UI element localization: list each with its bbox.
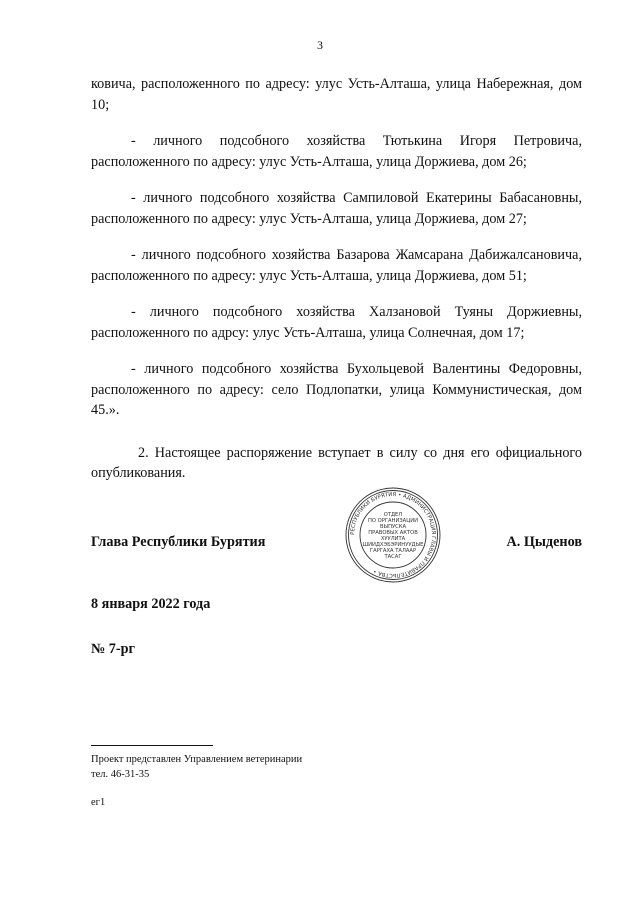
seal-line: ХУУЛИТА xyxy=(380,536,406,542)
seal-line: ПРАВОВЫХ АКТОВ xyxy=(368,530,418,536)
paragraph: - личного подсобного хозяйства Халзановой Туяны Доржиевны, расположенного по адрсу: улус Усть-Алташа, улица Солнечная, дом 17; xyxy=(91,304,582,341)
paragraph: - личного подсобного хозяйства Бухольцевой Валентины Федоровны, расположенного по адресу: село Подлопатки, улица Коммунистическая, дом 45.». xyxy=(91,361,582,418)
footnote-phone: тел. 46-31-35 xyxy=(91,769,150,780)
document-body xyxy=(91,74,582,500)
document-date: 8 января 2022 года xyxy=(91,596,211,612)
official-seal xyxy=(319,485,467,585)
seal-line: ШИИДХЭБЭРИНУУДЫЕ xyxy=(362,542,424,548)
seal-line: ПО ОРГАНИЗАЦИИ xyxy=(367,518,419,524)
seal-ring-text: РЕСПУБЛИКИ БУРЯТИЯ • АДМИНИСТРАЦИЯ ГЛАВЫ И ПРАВИТЕЛЬСТВА • xyxy=(349,491,437,579)
document-code: ег1 xyxy=(91,797,106,808)
seal-line: ТАСАГ xyxy=(384,554,402,560)
paragraph: - личного подсобного хозяйства Тютькина Игоря Петровича, расположенного по адресу: улус Усть-Алташа, улица Доржиева, дом 26; xyxy=(91,133,582,170)
seal-line: ОТДЕЛ xyxy=(383,512,403,518)
signatory-title: Глава Республики Бурятия xyxy=(91,534,266,550)
paragraph: - личного подсобного хозяйства Сампиловой Екатерины Бабасановны, расположенного по адресу: улус Усть-Алташа, улица Доржиева, дом 27; xyxy=(91,190,582,227)
footnote xyxy=(91,752,302,782)
signatory-name: А. Цыденов xyxy=(506,534,582,550)
seal-line: ВЫПУСКА xyxy=(379,524,407,530)
paragraph: - личного подсобного хозяйства Базарова Жамсарана Дабижалсановича, расположенного по адресу: улус Усть-Алташа, улица Доржиева, дом 51; xyxy=(91,247,582,284)
page-number: 3 xyxy=(317,38,323,52)
paragraph-effective-date: 2. Настоящее распоряжение вступает в силу со дня его официального опубликования. xyxy=(91,444,582,481)
document-number: № 7-рг xyxy=(91,641,135,657)
paragraph: ковича, расположенного по адресу: улус Усть-Алташа, улица Набережная, дом 10; xyxy=(91,76,582,113)
footnote-divider xyxy=(91,745,213,746)
seal-line: ГАРГАХА ТАЛААР xyxy=(369,548,417,554)
footnote-line: Проект представлен Управлением ветеринарии xyxy=(91,754,303,765)
